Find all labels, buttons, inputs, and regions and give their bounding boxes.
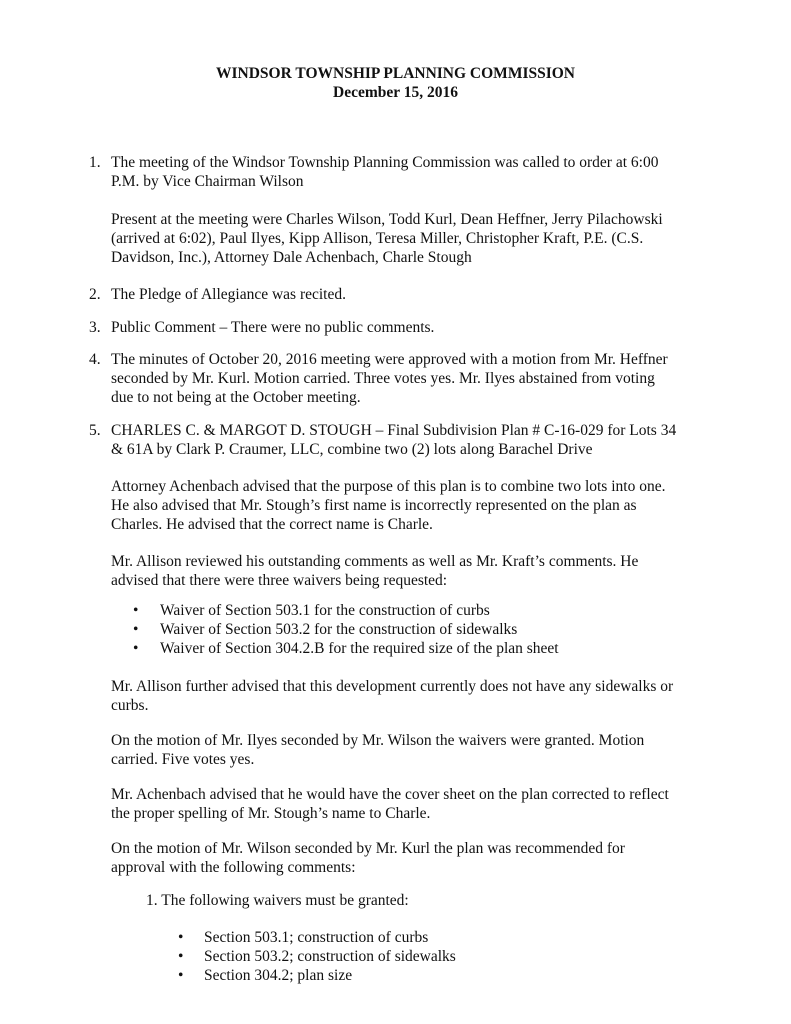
- item-number: 1.: [89, 154, 101, 171]
- document-title: WINDSOR TOWNSHIP PLANNING COMMISSION: [216, 65, 575, 82]
- paragraph-line: advised that there were three waivers being requested:: [111, 572, 448, 589]
- attendance-line: Present at the meeting were Charles Wilson, Todd Kurl, Dean Heffner, Jerry Pilachowski: [111, 211, 663, 228]
- item-text-line: seconded by Mr. Kurl. Motion carried. Three votes yes. Mr. Ilyes abstained from voting: [111, 370, 655, 387]
- document-date: December 15, 2016: [333, 84, 458, 101]
- paragraph-line: Mr. Allison further advised that this development currently does not have any sidewalks or: [111, 678, 674, 695]
- bullet-icon: •: [133, 640, 139, 657]
- paragraph-line: Mr. Achenbach advised that he would have the cover sheet on the plan corrected to reflect: [111, 786, 669, 803]
- waiver-list-item: Waiver of Section 503.1 for the construction of curbs: [160, 602, 490, 619]
- paragraph-line: approval with the following comments:: [111, 859, 356, 876]
- paragraph-line: Attorney Achenbach advised that the purpose of this plan is to combine two lots into one.: [111, 478, 666, 495]
- waiver-list-item: Waiver of Section 304.2.B for the required size of the plan sheet: [160, 640, 559, 657]
- paragraph-line: carried. Five votes yes.: [111, 751, 255, 768]
- waiver-sublist-item: Section 503.1; construction of curbs: [204, 929, 429, 946]
- item-text-line: The Pledge of Allegiance was recited.: [111, 286, 346, 303]
- attendance-line: (arrived at 6:02), Paul Ilyes, Kipp Allison, Teresa Miller, Christopher Kraft, P.E. (C.S.: [111, 230, 644, 247]
- paragraph-line: Charles. He advised that the correct name is Charle.: [111, 516, 433, 533]
- waiver-sublist-item: Section 503.2; construction of sidewalks: [204, 948, 456, 965]
- bullet-icon: •: [178, 929, 184, 946]
- item-number: 4.: [89, 351, 101, 368]
- bullet-icon: •: [178, 967, 184, 984]
- paragraph-line: On the motion of Mr. Ilyes seconded by Mr. Wilson the waivers were granted. Motion: [111, 732, 645, 749]
- item-number: 2.: [89, 286, 101, 303]
- bullet-icon: •: [178, 948, 184, 965]
- paragraph-line: curbs.: [111, 697, 149, 714]
- attendance-line: Davidson, Inc.), Attorney Dale Achenbach, Charle Stough: [111, 249, 472, 266]
- sublist-item: 1. The following waivers must be granted:: [146, 892, 409, 909]
- paragraph-line: On the motion of Mr. Wilson seconded by Mr. Kurl the plan was recommended for: [111, 840, 625, 857]
- bullet-icon: •: [133, 602, 139, 619]
- paragraph-line: the proper spelling of Mr. Stough’s name to Charle.: [111, 805, 431, 822]
- item-number: 3.: [89, 319, 101, 336]
- item-text-line: P.M. by Vice Chairman Wilson: [111, 173, 304, 190]
- paragraph-line: Mr. Allison reviewed his outstanding comments as well as Mr. Kraft’s comments. He: [111, 553, 639, 570]
- item-text-line: The meeting of the Windsor Township Planning Commission was called to order at 6:00: [111, 154, 659, 171]
- bullet-icon: •: [133, 621, 139, 638]
- waiver-sublist-item: Section 304.2; plan size: [204, 967, 353, 984]
- item-text-line: due to not being at the October meeting.: [111, 389, 361, 406]
- item-text-line: & 61A by Clark P. Craumer, LLC, combine two (2) lots along Barachel Drive: [111, 441, 593, 458]
- paragraph-line: He also advised that Mr. Stough’s first name is incorrectly represented on the plan as: [111, 497, 637, 514]
- item-text-line: CHARLES C. & MARGOT D. STOUGH – Final Subdivision Plan # C-16-029 for Lots 34: [111, 422, 677, 439]
- item-number: 5.: [89, 422, 101, 439]
- item-text-line: The minutes of October 20, 2016 meeting were approved with a motion from Mr. Heffner: [111, 351, 668, 368]
- item-text-line: Public Comment – There were no public comments.: [111, 319, 435, 336]
- waiver-list-item: Waiver of Section 503.2 for the construction of sidewalks: [160, 621, 518, 638]
